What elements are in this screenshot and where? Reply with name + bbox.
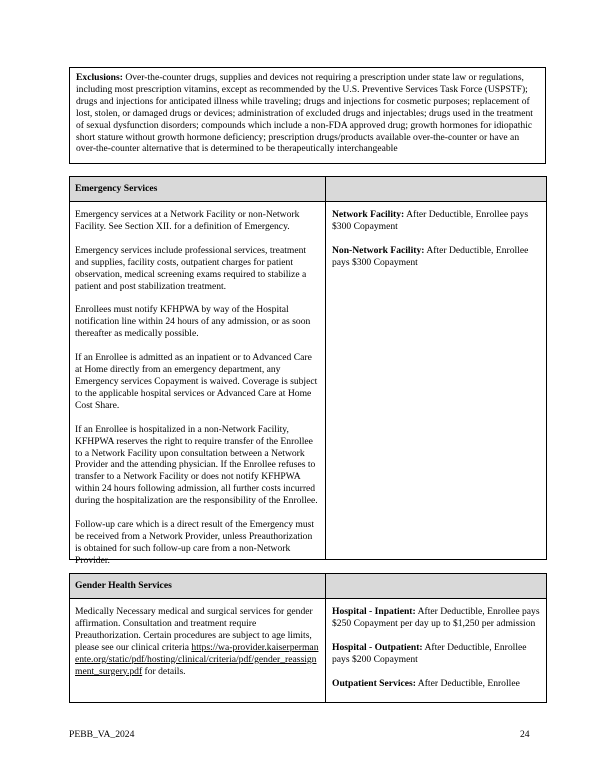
gender-description-cell	[70, 599, 326, 703]
non-network-facility-text: After Deductible, Enrollee pays $300 Copayment	[332, 244, 529, 268]
non-network-facility-cost	[332, 245, 541, 269]
gender-health-services-table	[69, 573, 547, 703]
emergency-services-title: Emergency Services	[70, 177, 326, 201]
gender-health-services-title: Gender Health Services	[70, 574, 326, 598]
gender-description-text: Medically Necessary medical and surgical services for gender affirmation. Consultation and treatment require Preauthorization. Certain procedures are subject to age limits, please see our clinical criteria	[75, 606, 313, 653]
gender-description-end: for details.	[142, 665, 186, 677]
footer-page-number: 24	[520, 729, 530, 740]
hospital-outpatient-text: After Deductible, Enrollee pays $200 Copayment	[332, 641, 527, 665]
exclusions-label: Exclusions:	[76, 72, 123, 83]
exclusions-text: Over-the-counter drugs, supplies and devices not requiring a prescription under state law or regulations, including most prescription vitamins, except as recommended by the U.S. Preventive Services Task Force (USPSTF); drugs and injections for anticipated illness while traveling; drugs and injections for cosmetic purposes; replacement of lost, stolen, or damaged drugs or devices; administration of excluded drugs and injectables; drugs used in the treatment of sexual dysfunction disorders; compounds which include a non-FDA approved drug; growth hormones for idiopathic short stature without growth hormone deficiency; prescription drugs/products available over-the-counter or have an over-the-counter alternative that is determined to be therapeutically interchangeable	[76, 72, 533, 155]
emergency-services-header	[70, 177, 546, 202]
gender-cost-share-cell	[326, 599, 546, 703]
emergency-paragraph: Enrollees must notify KFHPWA by way of the Hospital notification line within 24 hours of any admission, or as soon thereafter as medically possible.	[75, 304, 311, 340]
clinical-criteria-link[interactable]: https://wa-provider.kaiserpermanente.org/static/pdf/hosting/clinical/criteria/pdf/gender_reassignment_surgery.pdf	[75, 641, 319, 677]
hospital-outpatient-cost	[332, 642, 541, 666]
hospital-inpatient-text: After Deductible, Enrollee pays $250 Copayment per day up to $1,250 per admission	[332, 606, 540, 629]
network-facility-label: Network Facility:	[332, 209, 405, 220]
emergency-description-cell	[70, 202, 326, 566]
hospital-inpatient-cost	[332, 606, 541, 630]
emergency-paragraph: If an Enrollee is hospitalized in a non-Network Facility, KFHPWA reserves the right to require transfer of the Enrollee to a Network Facility upon consultation between a Network Provider and the attending physician. If the Enrollee refuses to transfer to a Network Facility or does not notify KFHPWA within 24 hours following admission, all further costs incurred during the hospitalization are the responsibility of the Enrollee.	[75, 423, 318, 507]
emergency-paragraph: If an Enrollee is admitted as an inpatient or to Advanced Care at Home directly from an emergency department, any Emergency services Copayment is waived. Coverage is subject to the applicable hospital services or Advanced Care at Home Cost Share.	[75, 352, 318, 411]
outpatient-services-label: Outpatient Services:	[332, 677, 416, 689]
hospital-outpatient-label: Hospital - Outpatient:	[332, 641, 423, 653]
network-facility-cost	[332, 209, 541, 233]
header-empty-cell	[326, 177, 546, 201]
emergency-paragraph: Follow-up care which is a direct result of the Emergency must be received from a Network Provider, unless Preauthorization is obtained for such follow-up care from a non-Network Provider.	[75, 519, 315, 566]
gender-description	[75, 606, 320, 677]
emergency-cost-share-cell	[326, 202, 546, 560]
hospital-inpatient-label: Hospital - Inpatient:	[332, 606, 416, 617]
header-empty-cell	[326, 574, 546, 598]
outpatient-services-text: After Deductible, Enrollee	[415, 677, 520, 689]
emergency-services-table	[69, 176, 547, 566]
footer-document-id: PEBB_VA_2024	[69, 729, 135, 740]
gender-health-services-header	[70, 574, 546, 599]
non-network-facility-label: Non-Network Facility:	[332, 244, 425, 256]
exclusions-box	[69, 67, 546, 164]
outpatient-services-cost	[332, 678, 541, 690]
network-facility-text: After Deductible, Enrollee pays $300 Copayment	[332, 209, 529, 232]
emergency-paragraph: Emergency services at a Network Facility or non-Network Facility. See Section XII. for a definition of Emergency.	[75, 209, 300, 232]
emergency-paragraph: Emergency services include professional services, treatment and supplies, facility costs, outpatient charges for patient observation, medical screening exams required to stabilize a patient and post stabilization treatment.	[75, 244, 307, 292]
